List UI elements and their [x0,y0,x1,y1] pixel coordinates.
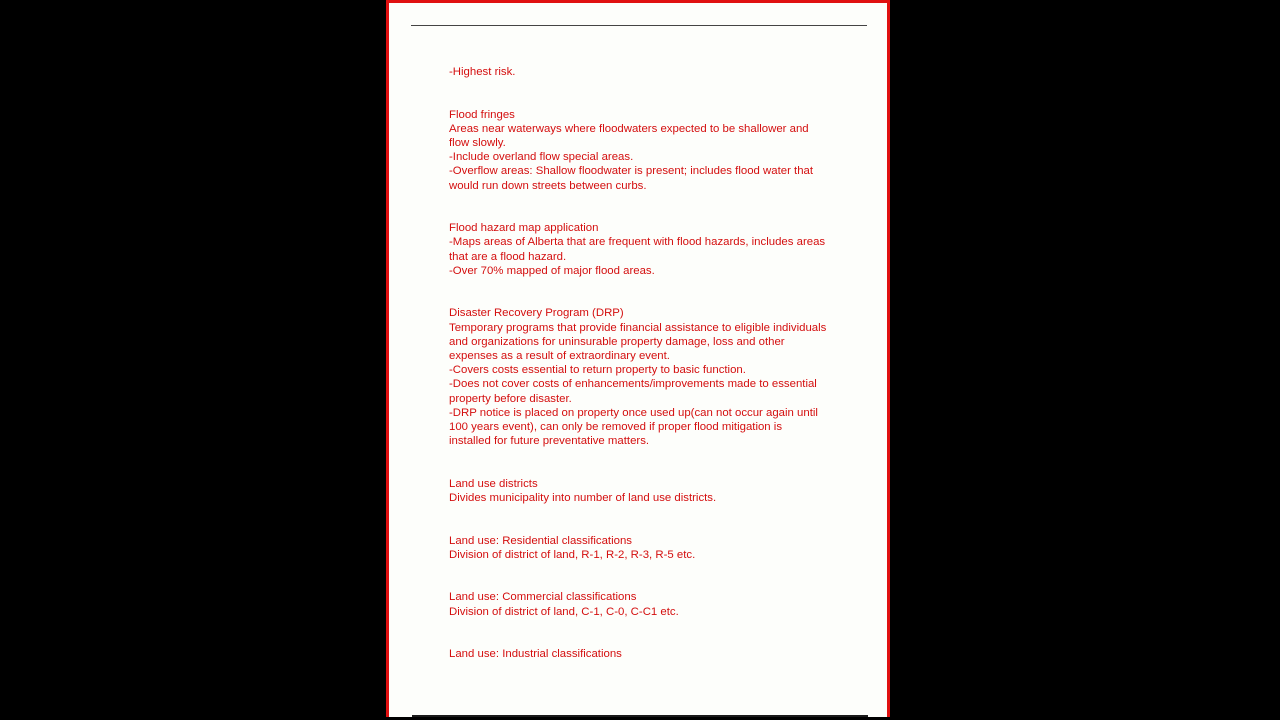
text-block [449,534,849,562]
text-line: would run down streets between curbs. [449,179,647,192]
text-line: -Covers costs essential to return property to basic function. [449,364,746,377]
text-line: Areas near waterways where floodwaters expected to be shallower and [449,122,809,135]
text-line: 100 years event), can only be removed if proper flood mitigation is [449,421,783,434]
text-line: and organizations for uninsurable property damage, loss and other [449,335,785,348]
document-body [449,65,849,661]
text-block [449,477,849,505]
block-heading: Disaster Recovery Program (DRP) [449,307,624,320]
text-line: -Maps areas of Alberta that are frequent with flood hazards, includes areas [449,236,826,249]
bottom-divider [412,715,868,717]
text-line: Land use: Industrial classifications [449,648,622,661]
text-line: that are a flood hazard. [449,250,567,263]
text-line: flow slowly. [449,137,506,149]
text-line: -Over 70% mapped of major flood areas. [449,264,655,277]
text-line: -Overflow areas: Shallow floodwater is present; includes flood water that [449,165,814,178]
text-block [449,306,849,448]
text-line: -Does not cover costs of enhancements/improvements made to essential [449,378,817,391]
block-heading: Flood hazard map application [449,222,599,235]
document-page [386,0,890,717]
text-line: property before disaster. [449,392,572,405]
text-block [449,65,849,79]
text-block [449,108,849,193]
block-heading: Land use: Residential classifications [449,534,632,547]
text-line: -Highest risk. [449,66,516,78]
top-divider [411,25,867,26]
text-block [449,221,849,278]
text-block [449,647,849,661]
text-block [449,590,849,618]
text-line: Division of district of land, C-1, C-0, C-C1 etc. [449,605,679,618]
block-heading: Land use districts [449,477,538,490]
text-line: Division of district of land, R-1, R-2, R-3, R-5 etc. [449,548,696,561]
text-line: -DRP notice is placed on property once used up(can not occur again until [449,406,818,419]
block-heading: Land use: Commercial classifications [449,591,637,604]
text-line: installed for future preventative matters. [449,435,650,448]
text-line: expenses as a result of extraordinary event. [449,350,670,363]
block-heading: Flood fringes [449,108,515,121]
text-line: -Include overland flow special areas. [449,151,634,164]
text-line: Temporary programs that provide financial assistance to eligible individuals [449,321,827,334]
text-line: Divides municipality into number of land use districts. [449,492,717,505]
